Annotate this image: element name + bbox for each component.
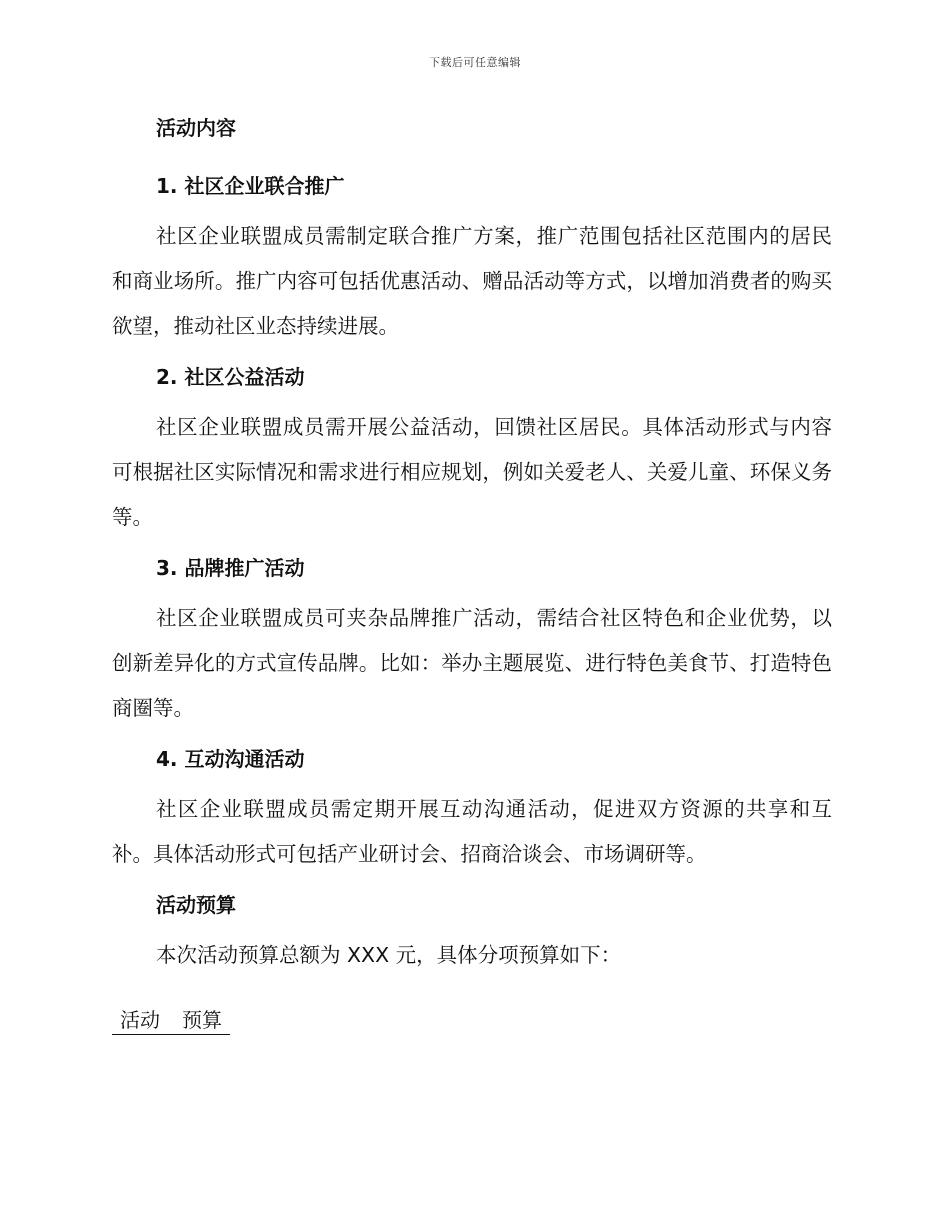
section-heading-budget: 活动预算 — [156, 893, 236, 917]
document-body — [112, 112, 832, 1035]
section-heading-content: 活动内容 — [156, 116, 236, 140]
budget-table-header — [112, 1006, 230, 1035]
section-heading-1: 1. 社区企业联合推广 — [156, 174, 345, 198]
section-heading-3: 3. 品牌推广活动 — [156, 556, 305, 580]
paragraph-4: 社区企业联盟成员需定期开展互动沟通活动，促进双方资源的共享和互补。具体活动形式可包括产业研讨会、招商洽谈会、市场调研等。 — [112, 797, 832, 866]
paragraph-3: 社区企业联盟成员可夹杂品牌推广活动，需结合社区特色和企业优势，以创新差异化的方式宣传品牌。比如：举办主题展览、进行特色美食节、打造特色商圈等。 — [112, 606, 832, 720]
paragraph-2: 社区企业联盟成员需开展公益活动，回馈社区居民。具体活动形式与内容可根据社区实际情况和需求进行相应规划，例如关爱老人、关爱儿童、环保义务等。 — [112, 415, 832, 529]
header-note: 下载后可任意编辑 — [429, 56, 521, 69]
paragraph-1: 社区企业联盟成员需制定联合推广方案，推广范围包括社区范围内的居民和商业场所。推广内容可包括优惠活动、赠品活动等方式，以增加消费者的购买欲望，推动社区业态持续进展。 — [112, 224, 832, 338]
section-heading-4: 4. 互动沟通活动 — [156, 747, 305, 771]
table-header-activity: 活动 — [120, 1008, 160, 1032]
table-header-budget: 预算 — [182, 1008, 222, 1032]
section-heading-2: 2. 社区公益活动 — [156, 365, 305, 389]
paragraph-budget: 本次活动预算总额为 XXX 元，具体分项预算如下： — [156, 943, 622, 967]
